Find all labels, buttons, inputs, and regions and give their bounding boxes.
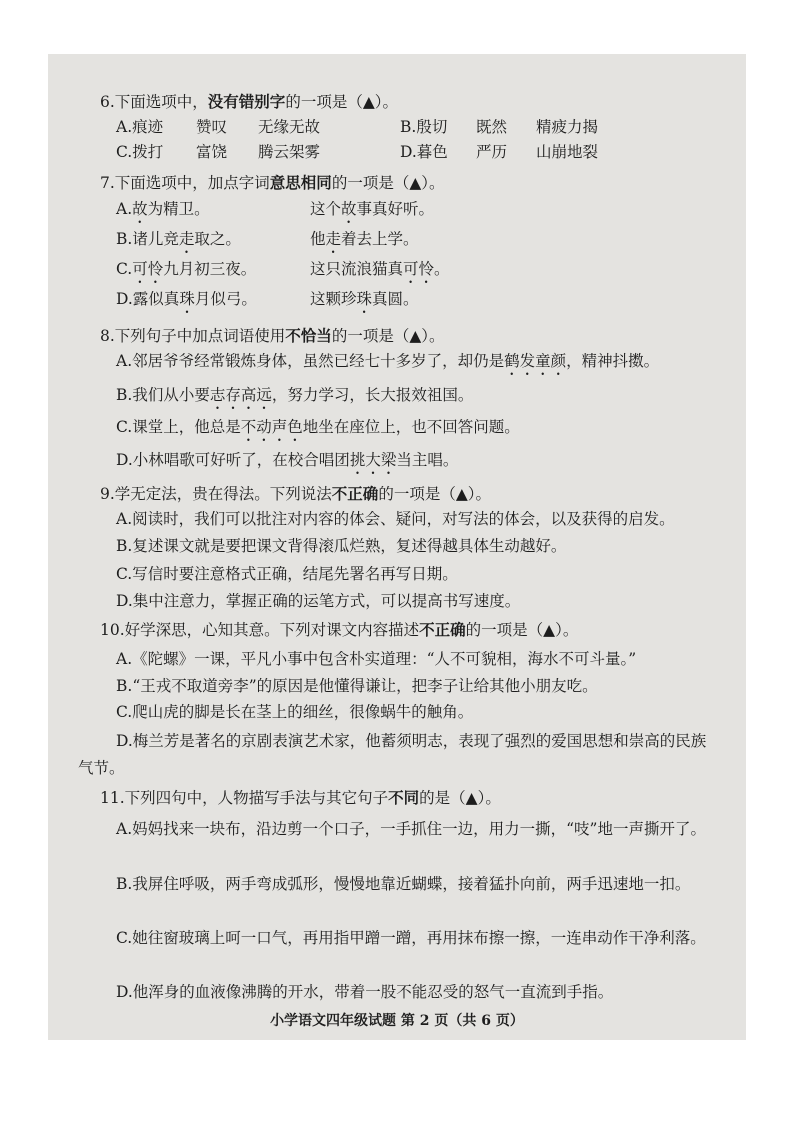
q7-a-left-dotted: 故 <box>132 200 148 218</box>
q8-b-pre: B.我们从小要 <box>116 386 210 404</box>
q8-a-pre: A.邻居爷爷经常锻炼身体，虽然已经七十多岁了，却仍是 <box>116 352 505 370</box>
q7-stem-text: 7.下面选项中，加点字词 <box>100 174 270 192</box>
q6-option-b-word-1: B.殷切 <box>400 118 448 136</box>
q6-option-a-word-2: 赞叹 <box>196 118 228 136</box>
question-9-option-c: C.写信时要注意格式正确，结尾先署名再写日期。 <box>116 565 458 583</box>
q7-c-right-dotted: 可怜 <box>403 260 435 278</box>
q7-c-left-post: 九月初三夜。 <box>163 260 257 278</box>
q7-b-right-pre: 他 <box>310 230 326 248</box>
q7-a-right-dotted: 故 <box>341 200 357 218</box>
q6-option-b-word-3: 精疲力揭 <box>536 118 599 136</box>
q7-c-right-pre: 这只流浪猫真 <box>310 260 404 278</box>
q8-c-post: 地坐在座位上，也不回答问题。 <box>302 418 520 436</box>
question-8-option-a <box>48 351 746 379</box>
q6-option-c-word-1: C.拨打 <box>116 143 164 161</box>
q8-stem-text: 8.下列句子中加点词语使用 <box>100 327 286 345</box>
question-8-option-d <box>48 450 746 478</box>
question-11-stem <box>48 788 746 808</box>
q7-a-left-post: 为精卫。 <box>147 200 210 218</box>
q7-d-left-dotted: 珠 <box>179 290 195 308</box>
question-9-option-d: D.集中注意力，掌握正确的运笔方式，可以提高书写速度。 <box>116 592 521 610</box>
q8-stem-tail: 的一项是（▲）。 <box>331 327 445 345</box>
question-7-option-a <box>48 199 746 227</box>
q6-option-b-word-2: 既然 <box>476 118 508 136</box>
q6-option-c-word-2: 富饶 <box>196 143 228 161</box>
q8-c-dotted: 不动声色 <box>240 418 303 436</box>
question-7-option-c <box>48 259 746 287</box>
q7-a-right-pre: 这个 <box>310 200 342 218</box>
question-11-option-a: A.妈妈找来一块布，沿边剪一个口子，一手抓住一边，用力一撕，“吱”地一声撕开了。 <box>116 820 706 838</box>
question-9-stem <box>48 484 746 504</box>
q7-d-left-post: 月似弓。 <box>194 290 257 308</box>
q7-c-left-dotted: 可怜 <box>132 260 164 278</box>
q7-d-right-dotted: 珠 <box>356 290 373 308</box>
q6-option-d-word-1: D.暮色 <box>400 143 448 161</box>
q7-stem-emphasis: 意思相同 <box>269 173 332 192</box>
question-7-option-d <box>48 289 746 317</box>
q10-stem-emphasis: 不正确 <box>419 620 466 639</box>
question-11-option-c: C.她往窗玻璃上呵一口气，再用指甲蹭一蹭，再用抹布擦一擦，一连串动作干净利落。 <box>116 929 706 947</box>
q7-b-left-pre: B.诸儿竞 <box>116 230 179 248</box>
question-10-stem <box>48 620 746 640</box>
q8-b-dotted: 志存高远 <box>209 386 272 404</box>
q11-stem-emphasis: 不同 <box>388 788 420 807</box>
question-10-option-b: B.“王戎不取道旁李”的原因是他懂得谦让，把李子让给其他小朋友吃。 <box>116 677 598 695</box>
q6-option-a-word-1: A.痕迹 <box>116 118 164 136</box>
q6-option-a-word-3: 无缘无故 <box>258 118 321 136</box>
question-7-option-b <box>48 229 746 257</box>
question-9-option-a: A.阅读时，我们可以批注对内容的体会、疑问，对写法的体会，以及获得的启发。 <box>116 510 675 528</box>
q10-stem-tail: 的一项是（▲）。 <box>465 621 579 639</box>
question-10-option-c: C.爬山虎的脚是长在茎上的细丝，很像蜗牛的触角。 <box>116 703 474 721</box>
q6-option-c-word-3: 腾云架雾 <box>258 143 321 161</box>
q7-c-left-pre: C. <box>116 260 133 278</box>
q9-stem-tail: 的一项是（▲）。 <box>378 485 491 503</box>
q7-b-right-dotted: 走 <box>325 230 342 248</box>
q8-b-post: ，努力学习，长大报效祖国。 <box>271 386 474 404</box>
q6-stem-text: 6.下面选项中， <box>100 93 208 111</box>
q8-a-post: ，精神抖擞。 <box>566 352 660 370</box>
q8-d-dotted: 挑大梁 <box>349 451 397 469</box>
question-11-option-b: B.我屏住呼吸，两手弯成弧形，慢慢地靠近蝴蝶，接着猛扑向前，两手迅速地一扣。 <box>116 875 691 893</box>
q7-d-left-pre: D.露似真 <box>116 290 180 308</box>
q7-d-right-post: 真圆。 <box>372 290 419 308</box>
question-6-stem <box>48 92 746 112</box>
question-10-option-a: A.《陀螺》一课，平凡小事中包含朴实道理：“人不可貌相，海水不可斗量。” <box>116 650 637 668</box>
q6-stem-emphasis: 没有错别字 <box>207 92 286 111</box>
page-footer: 小学语文四年级试题 第 2 页（共 6 页） <box>270 1013 524 1029</box>
q9-stem-text: 9.学无定法，贵在得法。下列说法 <box>100 485 332 503</box>
q8-d-pre: D.小林唱歌可好听了，在校合唱团 <box>116 451 350 469</box>
q7-a-right-post: 事真好听。 <box>356 200 435 218</box>
exam-page <box>48 54 746 1040</box>
q7-b-right-post: 着去上学。 <box>341 230 419 248</box>
question-8-option-b <box>48 385 746 413</box>
q8-a-dotted: 鹤发童颜 <box>504 352 567 370</box>
q7-a-left-pre: A. <box>116 200 133 218</box>
q8-d-post: 当主唱。 <box>396 451 459 469</box>
question-7-stem <box>48 173 746 193</box>
q6-stem-tail: 的一项是（▲）。 <box>285 93 398 111</box>
question-8-option-c <box>48 417 746 445</box>
question-8-stem <box>48 326 746 346</box>
q7-c-right-post: 。 <box>434 260 450 278</box>
q7-b-left-post: 取之。 <box>194 230 241 248</box>
question-9-option-b: B.复述课文就是要把课文背得滚瓜烂熟，复述得越具体生动越好。 <box>116 537 567 555</box>
q7-b-left-dotted: 走 <box>178 230 195 248</box>
q11-stem-text: 11.下列四句中，人物描写手法与其它句子 <box>100 789 389 807</box>
q9-stem-emphasis: 不正确 <box>331 484 379 503</box>
q8-stem-emphasis: 不恰当 <box>285 326 332 345</box>
question-11-option-d: D.他浑身的血液像沸腾的开水，带着一股不能忍受的怒气一直流到手指。 <box>116 983 614 1001</box>
q10-stem-text: 10.好学深思，心知其意。下列对课文内容描述 <box>100 621 420 639</box>
q7-stem-tail: 的一项是（▲）。 <box>331 174 445 192</box>
q6-option-d-word-2: 严历 <box>476 143 508 161</box>
q6-option-d-word-3: 山崩地裂 <box>536 143 599 161</box>
q11-stem-tail: 的是（▲）。 <box>419 789 501 807</box>
question-10-option-d: D.梅兰芳是著名的京剧表演艺术家，他蓄须明志，表现了强烈的爱国思想和崇高的民族气节。 <box>78 732 707 777</box>
q7-d-right-pre: 这颗珍 <box>310 290 357 308</box>
q8-c-pre: C.课堂上，他总是 <box>116 418 241 436</box>
